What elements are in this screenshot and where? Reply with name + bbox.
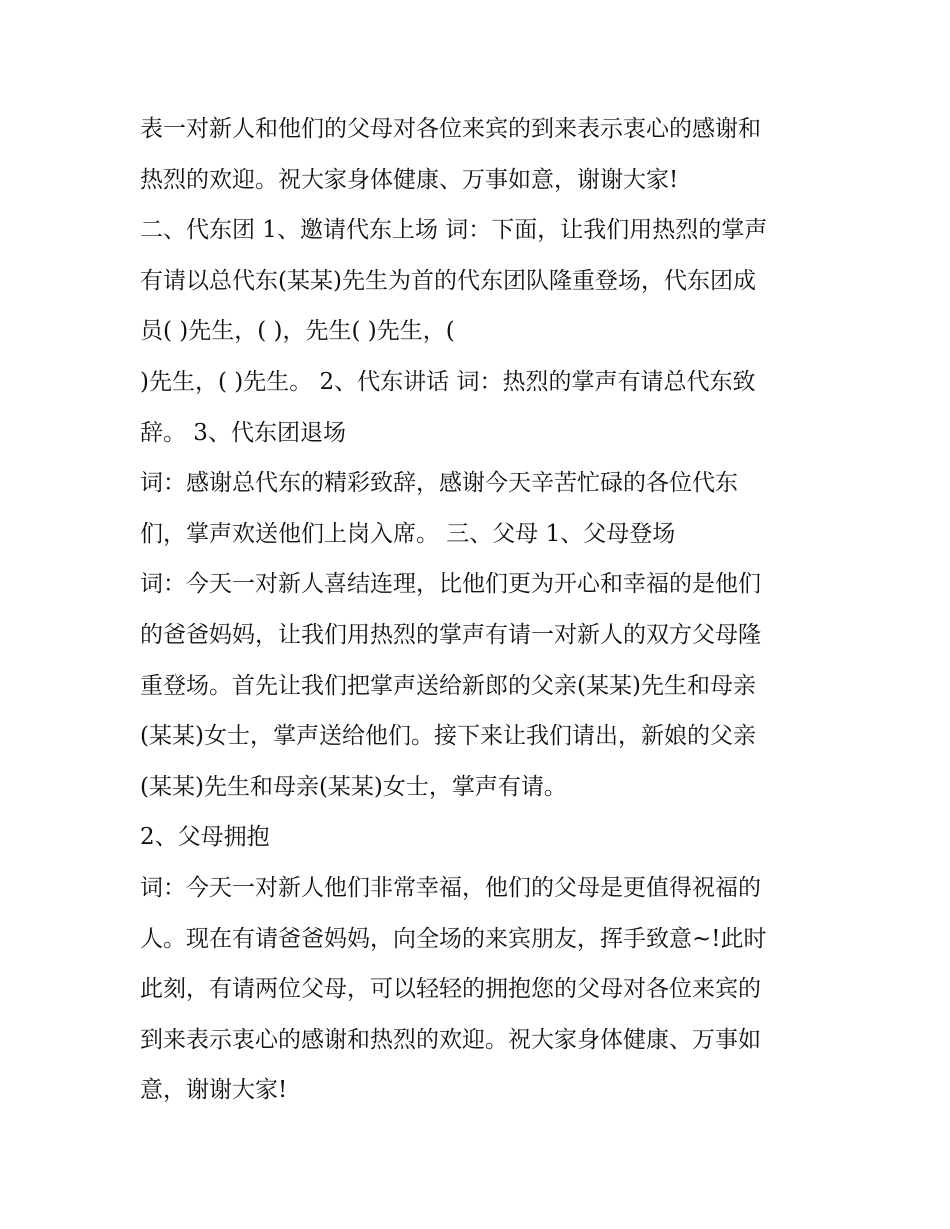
text-line: 词：今天一对新人喜结连理，比他们更为开心和幸福的是他们 xyxy=(140,571,761,598)
text-line: 表一对新人和他们的父母对各位来宾的到来表示衷心的感谢和 xyxy=(140,116,761,142)
text-line: 此刻，有请两位父母，可以轻轻的拥抱您的父母对各位来宾的 xyxy=(140,976,761,1003)
document-body xyxy=(140,104,840,1116)
text-line: (某某)女士，掌声送给他们。接下来让我们请出，新娘的父亲 xyxy=(140,723,756,750)
text-line: 词：今天一对新人他们非常幸福，他们的父母是更值得祝福的 xyxy=(140,874,761,901)
text-line: )先生，( )先生。 2、代东讲话 词：热烈的掌声有请总代东致 xyxy=(140,368,756,395)
text-line: 员( )先生，( )，先生( )先生，( xyxy=(140,318,455,345)
text-line: 的爸爸妈妈，让我们用热烈的掌声有请一对新人的双方父母隆 xyxy=(140,621,761,648)
text-line: 重登场。首先让我们把掌声送给新郎的父亲(某某)先生和母亲 xyxy=(140,672,756,699)
text-line: 人。现在有请爸爸妈妈，向全场的来宾朋友，挥手致意~!此时 xyxy=(140,925,767,952)
text-line: 到来表示衷心的感谢和热烈的欢迎。祝大家身体健康、万事如 xyxy=(140,1026,761,1053)
text-line: 热烈的欢迎。祝大家身体健康、万事如意，谢谢大家! xyxy=(140,166,679,193)
text-line: 2、父母拥抱 xyxy=(140,824,270,851)
text-line: 有请以总代东(某某)先生为首的代东团队隆重登场，代东团成 xyxy=(140,267,756,294)
text-line: 辞。 3、代东团退场 xyxy=(140,419,346,446)
text-line: 们，掌声欢送他们上岗入席。 三、父母 1、父母登场 xyxy=(140,520,676,547)
text-line: 意，谢谢大家! xyxy=(140,1077,288,1104)
text-line: 词：感谢总代东的精彩致辞，感谢今天辛苦忙碌的各位代东 xyxy=(140,470,738,497)
text-line: 二、代东团 1、邀请代东上场 词：下面，让我们用热烈的掌声 xyxy=(140,217,768,244)
text-line: (某某)先生和母亲(某某)女士，掌声有请。 xyxy=(140,773,567,800)
